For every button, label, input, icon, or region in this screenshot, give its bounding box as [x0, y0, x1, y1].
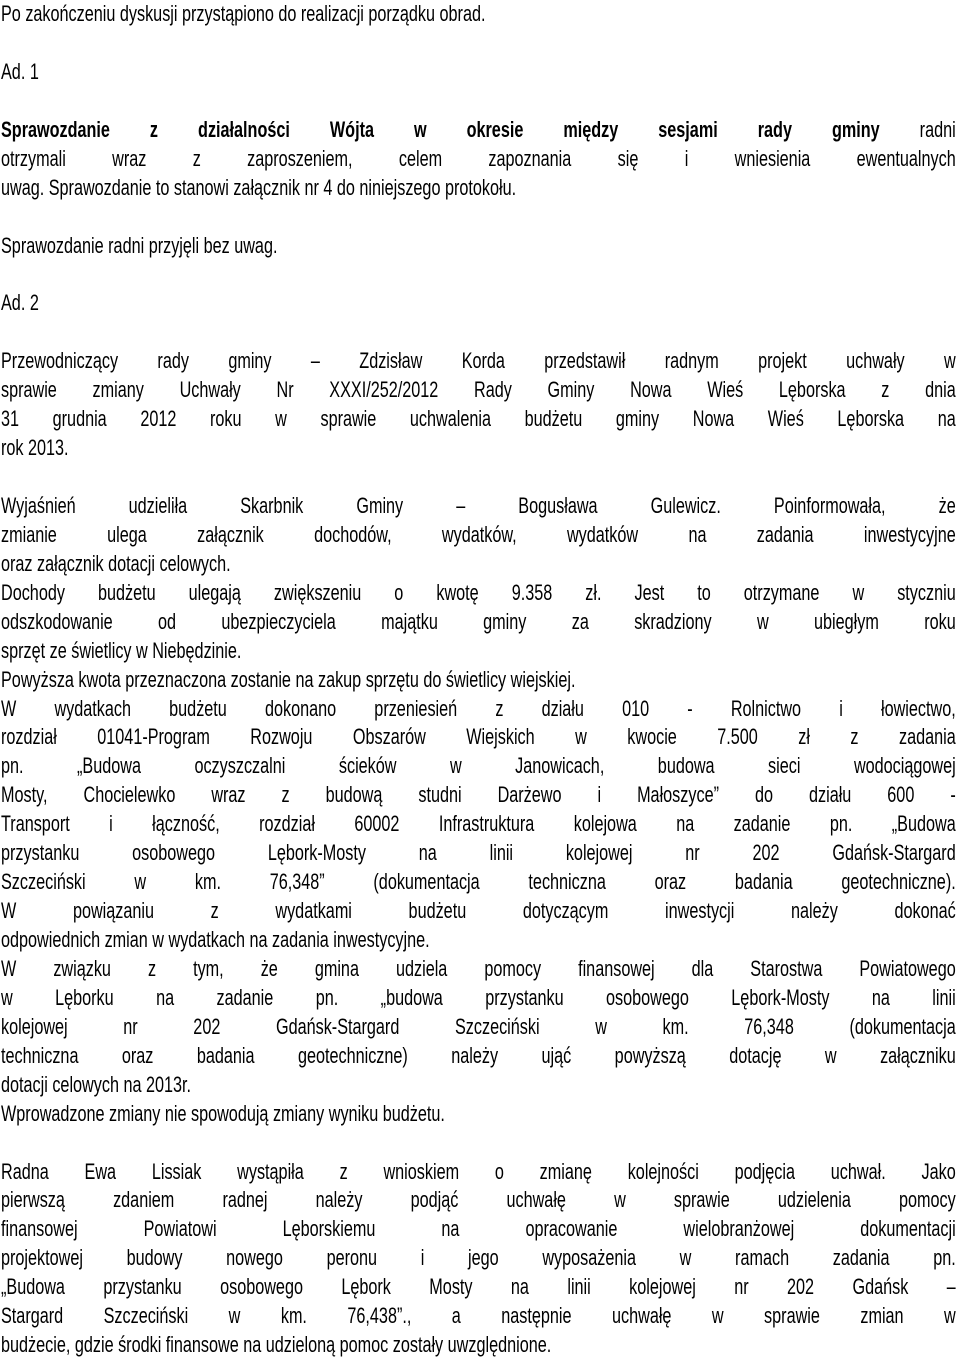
text-line: Radna Ewa Lissiak wystąpiła z wnioskiem o zmianę kolejności podjęcia uchwał. Jako	[1, 1158, 956, 1184]
text-line: W powiązaniu z wydatkami budżetu dotyczącym inwestycji należy dokonać	[1, 898, 956, 924]
text-line: przystanku osobowego Lębork-Mosty na linii kolejowej nr 202 Gdańsk-Stargard	[1, 840, 956, 866]
text-line: otrzymali wraz z zaproszeniem, celem zapoznania się i wniesienia ewentualnych	[1, 145, 956, 171]
bold-heading-text: Sprawozdanie z działalności Wójta w okresie między sesjami rady gminy	[1, 116, 880, 142]
text-line: Mosty, Chocielewko wraz z budową studni Darżewo i Małoszyce” do działu 600 -	[1, 782, 956, 808]
text-line: zmianie ulega załącznik dochodów, wydatków, wydatków na zadania inwestycyjne	[1, 521, 956, 547]
text-line: Wyjaśnień udzieliła Skarbnik Gminy – Bogusława Gulewicz. Poinformowała, że	[1, 492, 956, 518]
text-line: techniczna oraz badania geotechniczne) należy ująć powyższą dotację w załączniku	[1, 1042, 956, 1068]
text-line: budżecie, gdzie środki finansowe na udzieloną pomoc zostały uwzględnione.	[1, 1332, 552, 1358]
text-line: Transport i łączność, rozdział 60002 Infrastruktura kolejowa na zadanie pn. „Budowa	[1, 811, 956, 837]
text-line: Stargard Szczeciński w km. 76,438”., a następnie uchwałę w sprawie zmian w	[1, 1303, 956, 1329]
text-line: Powyższa kwota przeznaczona zostanie na zakup sprzętu do świetlicy wiejskiej.	[1, 666, 576, 692]
text-line: 31 grudnia 2012 roku w sprawie uchwalenia budżetu gminy Nowa Wieś Lęborska na	[1, 406, 956, 432]
text-line: „Budowa przystanku osobowego Lębork Mosty na linii kolejowej nr 202 Gdańsk –	[1, 1274, 956, 1300]
text-line: projektowej budowy nowego peronu i jego wyposażenia w ramach zadania pn.	[1, 1245, 956, 1271]
text-line: rozdział 01041-Program Rozwoju Obszarów Wiejskich w kwocie 7.500 zł z zadania	[1, 724, 956, 750]
blank-line	[1, 87, 956, 116]
text-line: Przewodniczący rady gminy – Zdzisław Korda przedstawił radnym projekt uchwały w	[1, 348, 956, 374]
text-line: sprawie zmiany Uchwały Nr XXXI/252/2012 Rady Gminy Nowa Wieś Lęborska z dnia	[1, 377, 956, 403]
text-line: W wydatkach budżetu dokonano przeniesień z działu 010 - Rolnictwo i łowiectwo,	[1, 695, 956, 721]
document-page	[1, 0, 956, 1360]
blank-line	[1, 203, 956, 232]
blank-line	[1, 260, 956, 289]
text-line: uwag. Sprawozdanie to stanowi załącznik nr 4 do niniejszego protokołu.	[1, 174, 517, 200]
text-line: Szczeciński w km. 76,348” (dokumentacja techniczna oraz badania geotechniczne).	[1, 869, 956, 895]
text-line: oraz załącznik dotacji celowych.	[1, 550, 231, 576]
text-line: Po zakończeniu dyskusji przystąpiono do realizacji porządku obrad.	[1, 1, 486, 26]
text-line	[1, 116, 956, 145]
blank-line	[1, 463, 956, 492]
text-segment: radni	[879, 116, 956, 142]
text-line: odpowiednich zmian w wydatkach na zadania inwestycyjne.	[1, 927, 430, 952]
text-line: Sprawozdanie radni przyjęli bez uwag.	[1, 232, 278, 258]
text-line: dotacji celowych na 2013r.	[1, 1071, 192, 1097]
text-line: kolejowej nr 202 Gdańsk-Stargard Szczeciński w km. 76,348 (dokumentacja	[1, 1013, 956, 1039]
text-line: finansowej Powiatowi Lęborskiemu na opracowanie wielobranżowej dokumentacji	[1, 1216, 956, 1242]
text-line: Wprowadzone zmiany nie spowodują zmiany wyniku budżetu.	[1, 1100, 445, 1126]
text-line: W związku z tym, że gmina udziela pomocy finansowej dla Starostwa Powiatowego	[1, 955, 956, 981]
blank-line	[1, 318, 956, 347]
text-line: Ad. 2	[1, 290, 39, 316]
blank-line	[1, 29, 956, 58]
text-line: Dochody budżetu ulegają zwiększeniu o kwotę 9.358 zł. Jest to otrzymane w styczniu	[1, 579, 956, 605]
text-line: pierwszą zdaniem radnej należy podjąć uchwałę w sprawie udzielenia pomocy	[1, 1187, 956, 1213]
text-line: sprzęt ze świetlicy w Niebędzinie.	[1, 637, 242, 663]
text-line: rok 2013.	[1, 435, 69, 461]
text-line: odszkodowanie od ubezpieczyciela majątku gminy za skradziony w ubiegłym roku	[1, 608, 956, 634]
text-line: Ad. 1	[1, 58, 39, 84]
text-line: w Lęborku na zadanie pn. „budowa przystanku osobowego Lębork-Mosty na linii	[1, 984, 956, 1010]
text-line: pn. „Budowa oczyszczalni ścieków w Janowicach, budowa sieci wodociągowej	[1, 753, 956, 779]
blank-line	[1, 1129, 956, 1158]
